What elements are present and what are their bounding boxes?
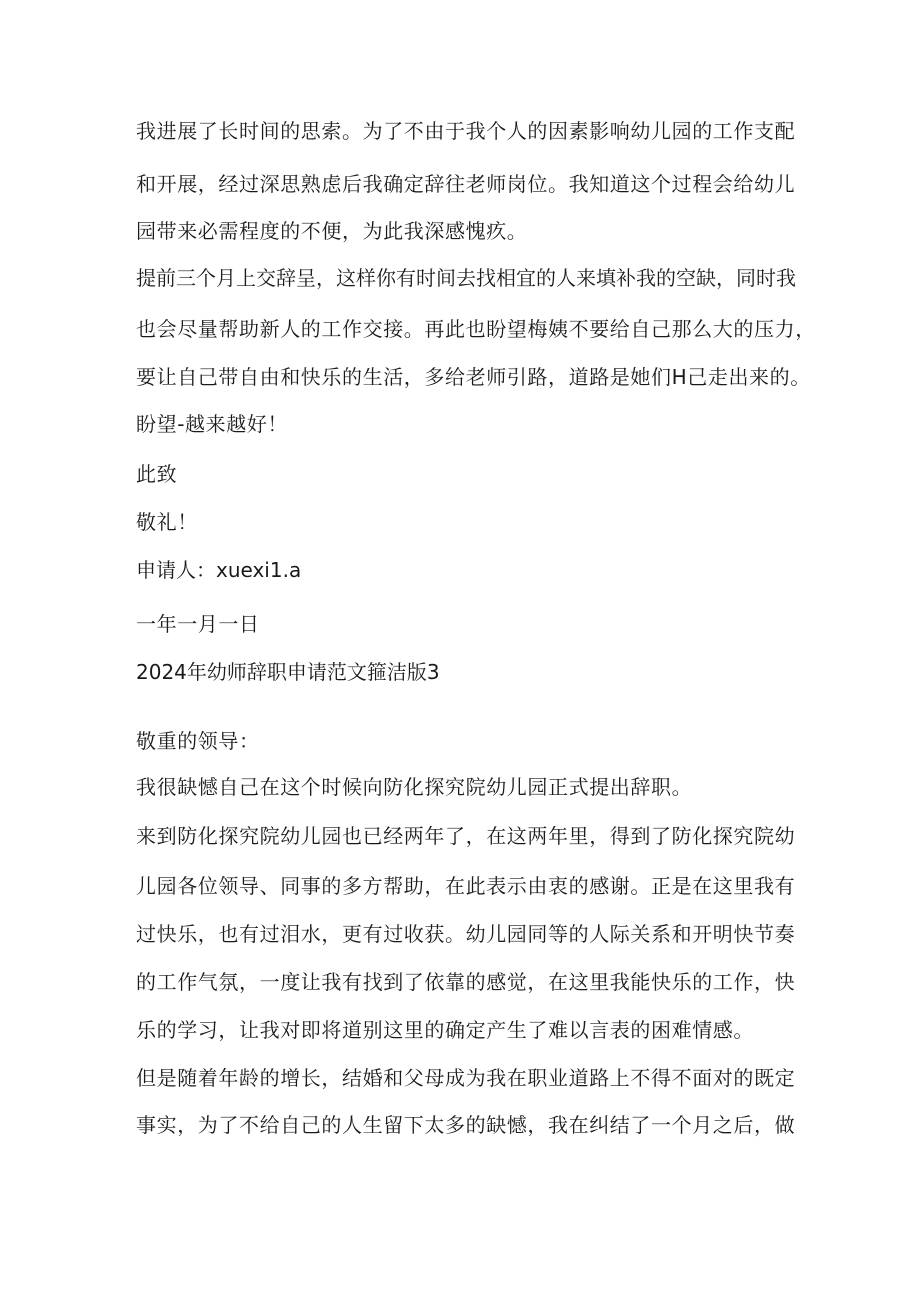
text-line: 我进展了长时间的思索。为了不由于我个人的因素影响幼儿园的工作支配 (136, 119, 796, 143)
text-line: 也会尽量帮助新人的工作交接。再此也盼望梅姨不要给自己那么大的压力， (136, 317, 816, 341)
text-line: 过快乐，也有过泪水，更有过收获。幼儿园同等的人际关系和开明快节奏 (136, 922, 796, 946)
text-line: 我很缺憾自己在这个时候向防化探究院幼儿园正式提出辞职。 (136, 775, 693, 799)
text-line: 来到防化探究院幼儿园也已经两年了，在这两年里，得到了防化探究院幼 (136, 824, 796, 848)
text-line: 乐的学习，让我对即将道别这里的确定产生了难以言表的困难情感。 (136, 1018, 754, 1042)
text-line: 的工作气氛，一度让我有找到了依靠的感觉，在这里我能快乐的工作，快 (136, 970, 796, 994)
text-line: 儿园各位领导、同事的多方帮助，在此表示由衷的感谢。正是在这里我有 (136, 874, 796, 898)
section-title: 2024年幼师辞职申请范文箍洁版3 (136, 660, 440, 684)
text-line: 园带来必需程度的不便，为此我深感愧疚。 (136, 219, 528, 243)
wish-line: 盼望-越来越好！ (136, 412, 289, 436)
closing-line: 敬礼！ (136, 510, 198, 534)
salutation-line: 敬重的领导： (136, 729, 260, 753)
text-line: 提前三个月上交辞呈，这样你有时间去找相宜的人来填补我的空缺，同时我 (136, 266, 796, 290)
applicant-line: 申请人：xuexi1.a (136, 558, 302, 582)
text-line: 但是随着年龄的增长，结婚和父母成为我在职业道路上不得不面对的既定 (136, 1066, 796, 1090)
closing-line: 此致 (136, 462, 178, 486)
text-line: 事实，为了不给自己的人生留下太多的缺憾，我在纠结了一个月之后，做 (136, 1113, 796, 1137)
date-line: 一年一月一日 (136, 612, 260, 636)
text-line: 要让自己带自由和快乐的生活，多给老师引路，道路是她们H己走出来的。 (136, 365, 811, 389)
text-line: 和开展，经过深思熟虑后我确定辞往老师岗位。我知道这个过程会给幼儿 (136, 172, 796, 196)
